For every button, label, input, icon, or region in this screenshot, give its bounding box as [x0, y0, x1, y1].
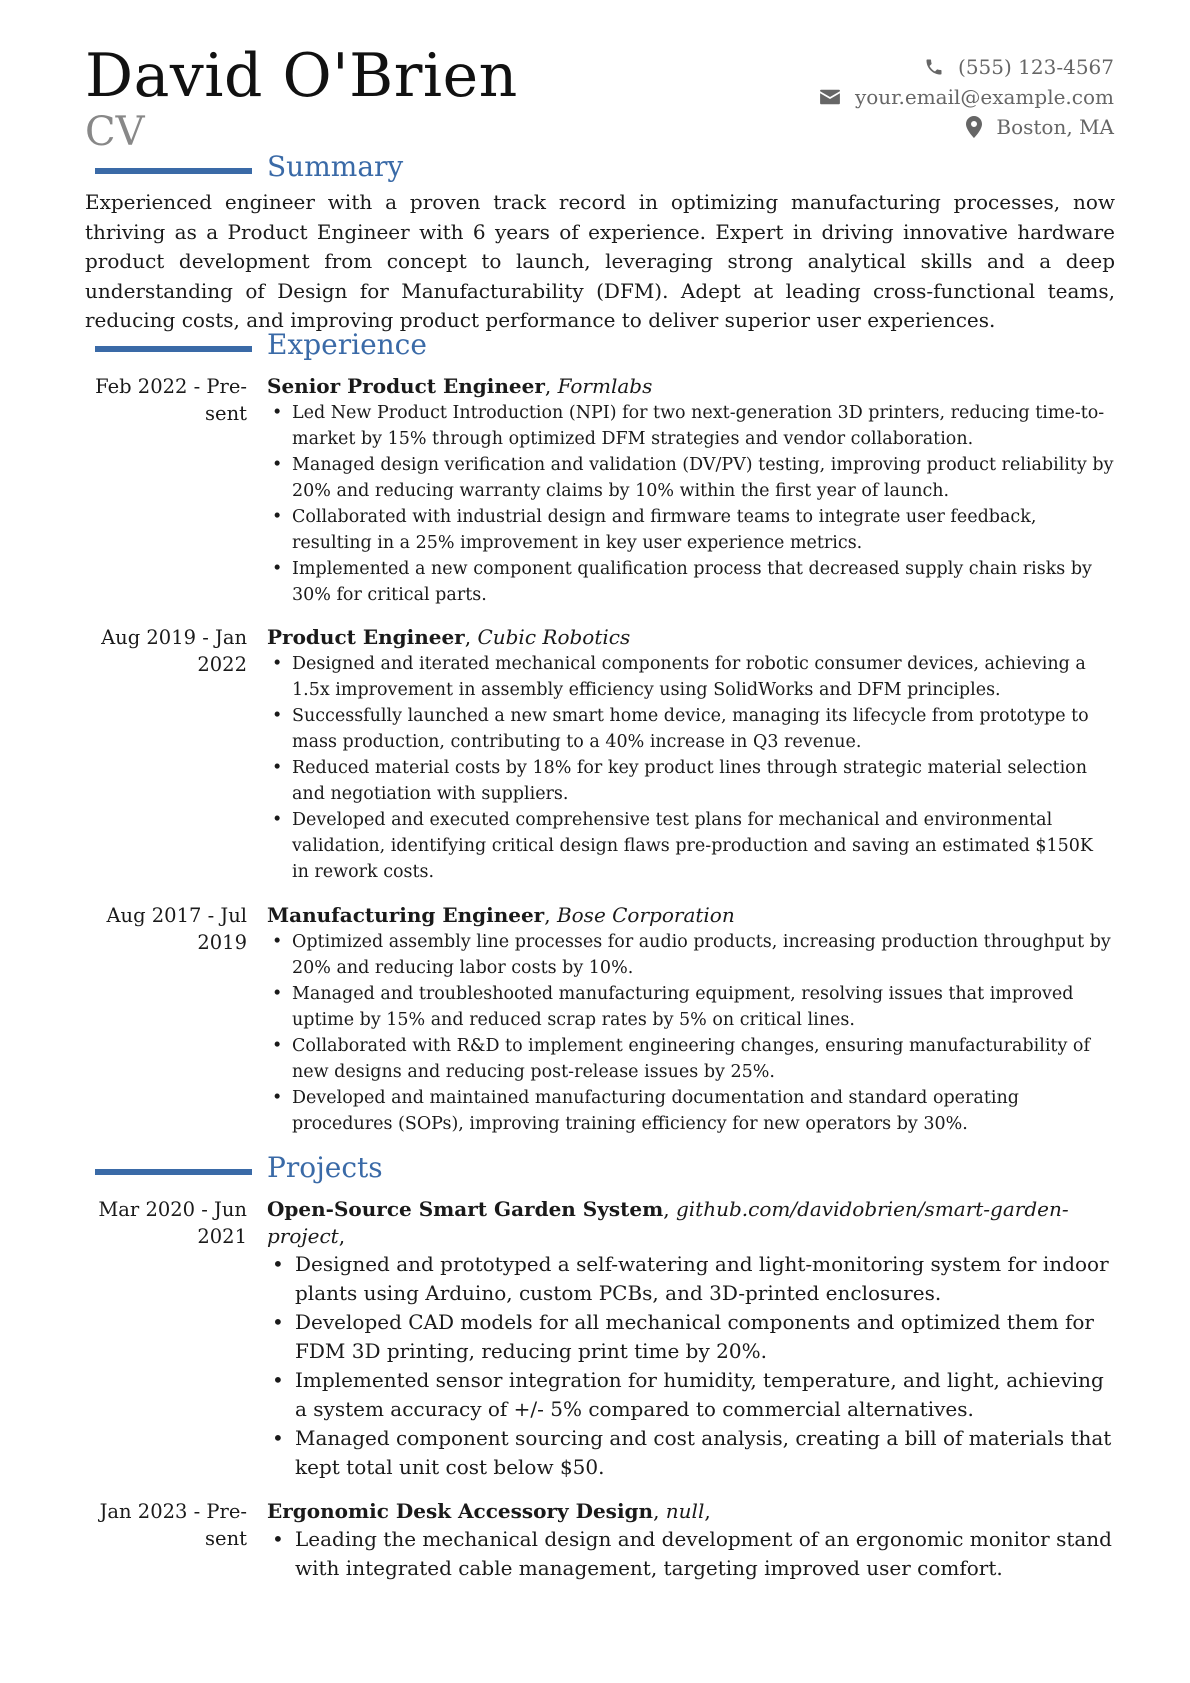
location-text: Boston, MA — [996, 115, 1114, 139]
entry-date — [85, 1196, 247, 1250]
summary-text: Experienced engineer with a proven track record in optimizing manufacturing processes, now thriving as a Product Engineer with 6 years of experience. Expert in driving innovative hardware product development from concept to launch, leveraging strong analytical skills and a deep understanding of Design for Manufacturability (DFM). Adept at leading cross-functional teams, reducing costs, and improving product performance to deliver superior user experiences. — [85, 190, 1115, 332]
project-entry — [85, 1498, 1115, 1583]
entry-date — [85, 624, 247, 678]
bullet-item: • Developed CAD models for all mechanical components and optimized them for FDM 3D printing, reducing print time by 20%. — [267, 1308, 1115, 1366]
bullet-item: • Led New Product Introduction (NPI) for two next-generation 3D printers, reducing time-to-market by 15% through optimized DFM strategies and vendor collaboration. — [267, 400, 1115, 452]
entry-heading: Open-Source Smart Garden System, github.com/davidobrien/smart-garden-project, — [267, 1197, 1069, 1248]
company-name: Cubic Robotics — [477, 625, 631, 649]
entry-heading: Senior Product Engineer, Formlabs — [267, 374, 653, 398]
entry-heading: Product Engineer, Cubic Robotics — [267, 625, 631, 649]
bullet-item: • Collaborated with industrial design and firmware teams to integrate user feedback, resulting in a 25% improvement in key user experience metrics. — [267, 504, 1115, 556]
date-line: Aug 2017 - Jul — [106, 904, 247, 927]
bullet-list — [267, 400, 1115, 608]
experience-entry — [85, 373, 1115, 608]
project-link[interactable]: github.com/davidobrien/smart-garden-project — [267, 1197, 1069, 1248]
phone-icon — [924, 57, 944, 77]
project-link: null — [665, 1499, 705, 1523]
contact-email — [819, 82, 1114, 112]
date-line: sent — [205, 1527, 247, 1550]
bullet-item: • Leading the mechanical design and development of an ergonomic monitor stand with integrated cable management, targeting improved user comfort. — [267, 1525, 1115, 1583]
entry-date — [85, 373, 247, 427]
bullet-item: • Managed design verification and validation (DV/PV) testing, improving product reliability by 20% and reducing warranty claims by 10% within the first year of launch. — [267, 452, 1115, 504]
bullet-item: • Managed component sourcing and cost analysis, creating a bill of materials that kept total unit cost below $50. — [267, 1424, 1115, 1482]
candidate-name: David O'Brien — [85, 41, 518, 111]
document-type: CV — [85, 109, 145, 155]
date-line: 2021 — [197, 1225, 247, 1248]
section-bar — [95, 168, 252, 174]
date-line: Jan 2023 - Pre- — [99, 1500, 247, 1523]
bullet-item: • Successfully launched a new smart home device, managing its lifecycle from prototype to mass production, contributing to a 40% increase in Q3 revenue. — [267, 703, 1115, 755]
bullet-item: • Implemented sensor integration for humidity, temperature, and light, achieving a system accuracy of +/- 5% compared to commercial alternatives. — [267, 1366, 1115, 1424]
date-line: Mar 2020 - Jun — [98, 1198, 247, 1221]
experience-header — [85, 328, 1115, 366]
date-line: 2022 — [197, 653, 247, 676]
experience-section — [85, 328, 1115, 366]
bullet-item: • Reduced material costs by 18% for key product lines through strategic material selection and negotiation with suppliers. — [267, 755, 1115, 807]
date-line: Aug 2019 - Jan — [101, 626, 247, 649]
date-line: Feb 2022 - Pre- — [95, 375, 247, 398]
entry-heading: Manufacturing Engineer, Bose Corporation — [267, 903, 735, 927]
job-title: Manufacturing Engineer — [267, 903, 545, 927]
bullet-item: • Managed and troubleshooted manufacturing equipment, resolving issues that improved uptime by 15% and reduced scrap rates by 5% on critical lines. — [267, 981, 1115, 1033]
envelope-icon — [819, 88, 841, 106]
bullet-item: • Developed and maintained manufacturing documentation and standard operating procedures (SOPs), improving training efficiency for new operators by 30%. — [267, 1085, 1115, 1137]
projects-header — [85, 1151, 1115, 1189]
entry-heading: Ergonomic Desk Accessory Design, null, — [267, 1499, 711, 1523]
project-entry — [85, 1196, 1115, 1482]
projects-section — [85, 1151, 1115, 1189]
bullet-item: • Developed and executed comprehensive test plans for mechanical and environmental validation, identifying critical design flaws pre-production and saving an estimated $150K in rework costs. — [267, 807, 1115, 885]
map-pin-icon — [966, 116, 982, 138]
bullet-item: • Optimized assembly line processes for audio products, increasing production throughput by 20% and reducing labor costs by 10%. — [267, 929, 1115, 981]
summary-section — [85, 150, 1115, 336]
entry-date — [85, 902, 247, 956]
date-line: sent — [205, 402, 247, 425]
bullet-list — [267, 1525, 1115, 1583]
bullet-list — [267, 651, 1115, 885]
job-title: Product Engineer — [267, 625, 465, 649]
phone-number: (555) 123-4567 — [958, 55, 1114, 79]
section-bar — [95, 1169, 252, 1175]
bullet-list — [267, 929, 1115, 1137]
section-bar — [95, 346, 252, 352]
bullet-item: • Designed and prototyped a self-watering and light-monitoring system for indoor plants using Arduino, custom PCBs, and 3D-printed enclosures. — [267, 1250, 1115, 1308]
bullet-list — [267, 1250, 1115, 1482]
summary-title: Summary — [267, 150, 404, 183]
contact-block — [819, 52, 1114, 142]
entry-date — [85, 1498, 247, 1552]
project-name: Ergonomic Desk Accessory Design — [267, 1499, 654, 1523]
date-line: 2019 — [197, 931, 247, 954]
experience-title: Experience — [267, 328, 427, 361]
email-address[interactable]: your.email@example.com — [854, 85, 1114, 109]
experience-entry — [85, 624, 1115, 885]
bullet-item: • Implemented a new component qualification process that decreased supply chain risks by 30% for critical parts. — [267, 556, 1115, 608]
job-title: Senior Product Engineer — [267, 374, 545, 398]
contact-location — [819, 112, 1114, 142]
summary-header — [85, 150, 1115, 188]
bullet-item: • Collaborated with R&D to implement engineering changes, ensuring manufacturability of new designs and reducing post-release issues by 25%. — [267, 1033, 1115, 1085]
experience-entry — [85, 902, 1115, 1137]
projects-title: Projects — [267, 1151, 383, 1184]
company-name: Bose Corporation — [556, 903, 735, 927]
contact-phone — [819, 52, 1114, 82]
company-name: Formlabs — [557, 374, 653, 398]
project-name: Open-Source Smart Garden System — [267, 1197, 664, 1221]
bullet-item: • Designed and iterated mechanical components for robotic consumer devices, achieving a 1.5x improvement in assembly efficiency using SolidWorks and DFM principles. — [267, 651, 1115, 703]
